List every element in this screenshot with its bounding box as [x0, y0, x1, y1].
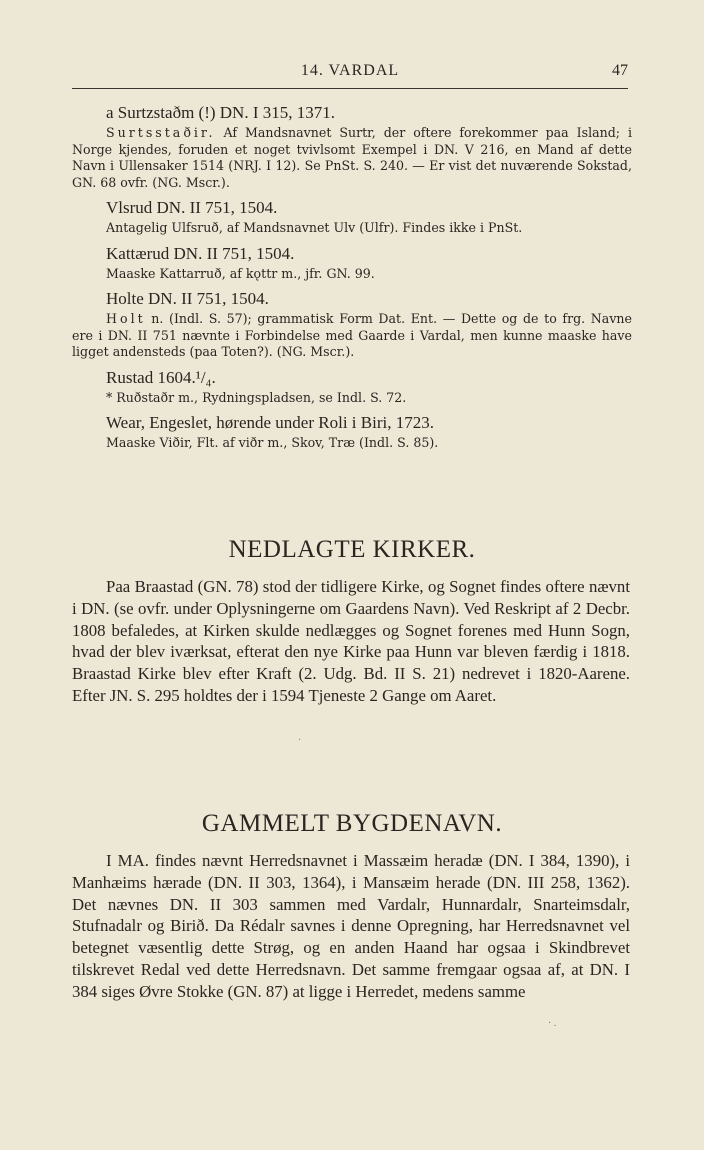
entry-note-text: Af Mandsnavnet Surtr, der oftere forekommer paa Island; i Norge kjendes, foruden et noget tvivlsomt Exempel i DN. V 216, en Mand af dette Navn i Ullensaker 1514 (NRJ. I 12). Se PnSt. S. 240. — Er vist det nuværende Sokstad, GN. 68 ovfr. (NG. Mscr.). [72, 125, 632, 190]
entry-title: Kattærud DN. II 751, 1504. [106, 243, 295, 263]
entry-title: Wear, Engeslet, hørende under Roli i Biri, 1723. [106, 413, 434, 432]
section-body-gammelt-bygdenavn: I MA. findes nævnt Herredsnavnet i Massæim heradæ (DN. I 384, 1390), i Manhæims hærade (DN. II 303, 1364), i Mansæim herade (DN. III 258, 1362). Det nævnes DN. II 303 sammen med Vardalr, Hunnardalr, Snarteimsdalr, Stufnadalr og Birið. Da Rédalr savnes i denne Opregning, har Herredsnavnet vel betegnet væsentlig dette Strøg, og en anden Haand har ogsaa i Skindbrevet tilskrevet Redal ved dette Herredsnavn. Det samme fremgaar ogsaa af, at DN. I 384 siges Øvre Stokke (GN. 87) at ligge i Herredet, medens samme [72, 851, 630, 1001]
entry [72, 367, 632, 407]
running-header [72, 62, 628, 84]
section-body-nedlagte-kirker: Paa Braastad (GN. 78) stod der tidligere Kirke, og Sognet findes oftere nævnt i DN. (se ovfr. under Oplysningerne om Gaardens Navn). Ved Reskript af 2 Decbr. 1808 befaledes, at Kirken skulde nedlægges og Sognet forenes med Hunn Sogn, hvad der blev iværksat, efterat den nye Kirke paa Hunn var bleven færdig i 1818. Braastad Kirke blev efter Kraft (2. Udg. Bd. II S. 21) nedrevet i 1820-Aarene. Efter JN. S. 295 holdtes der i 1594 Tjeneste 2 Gange om Aaret. [72, 577, 630, 705]
entry-note: Antagelig Ulfsruð, af Mandsnavnet Ulv (Ulfr). Findes ikke i PnSt. [106, 220, 523, 235]
entry [72, 197, 632, 237]
entry [72, 243, 632, 283]
entry-title: Vlsrud DN. II 751, 1504. [106, 198, 278, 217]
entry-title: Rustad 1604.¹/₄. [106, 367, 216, 387]
entry-note: Maaske Viðir, Flt. af viðr m., Skov, Træ (Indl. S. 85). [106, 435, 439, 450]
entry [72, 412, 632, 452]
header-rule [72, 88, 628, 89]
page-number: 47 [612, 62, 628, 79]
entry-note: Maaske Kattarruð, af kǫttr m., jfr. GN. 99. [106, 265, 375, 281]
entry-note [72, 125, 632, 191]
entry-note-lead: Holt [106, 311, 146, 326]
chapter-heading: 14. VARDAL [300, 62, 400, 79]
entry [72, 102, 632, 191]
section-title-gammelt-bygdenavn: GAMMELT BYGDENAVN. [201, 810, 503, 837]
entry-note: * Ruðstaðr m., Rydningspladsen, se Indl. S. 72. [106, 389, 407, 405]
print-speck: · [298, 735, 302, 746]
entry-note-text: n. (Indl. S. 57); grammatisk Form Dat. Ent. — Dette og de to frg. Navne ere i DN. II 751 nævnte i Forbindelse med Gaarde i Vardal, men kunne maaske have ligget andensteds (paa Toten?). (NG. Mscr.). [72, 311, 632, 359]
place-name-entries [72, 96, 632, 452]
print-speck: · . [548, 1018, 557, 1029]
section-title-nedlagte-kirker: NEDLAGTE KIRKER. [228, 536, 476, 563]
entry [72, 288, 632, 361]
entry-title: a Surtzstaðm (!) DN. I 315, 1371. [106, 103, 335, 122]
entry-note [72, 311, 632, 361]
entry-note-lead: Surtsstaðir. [106, 125, 216, 140]
entry-title: Holte DN. II 751, 1504. [106, 289, 269, 308]
